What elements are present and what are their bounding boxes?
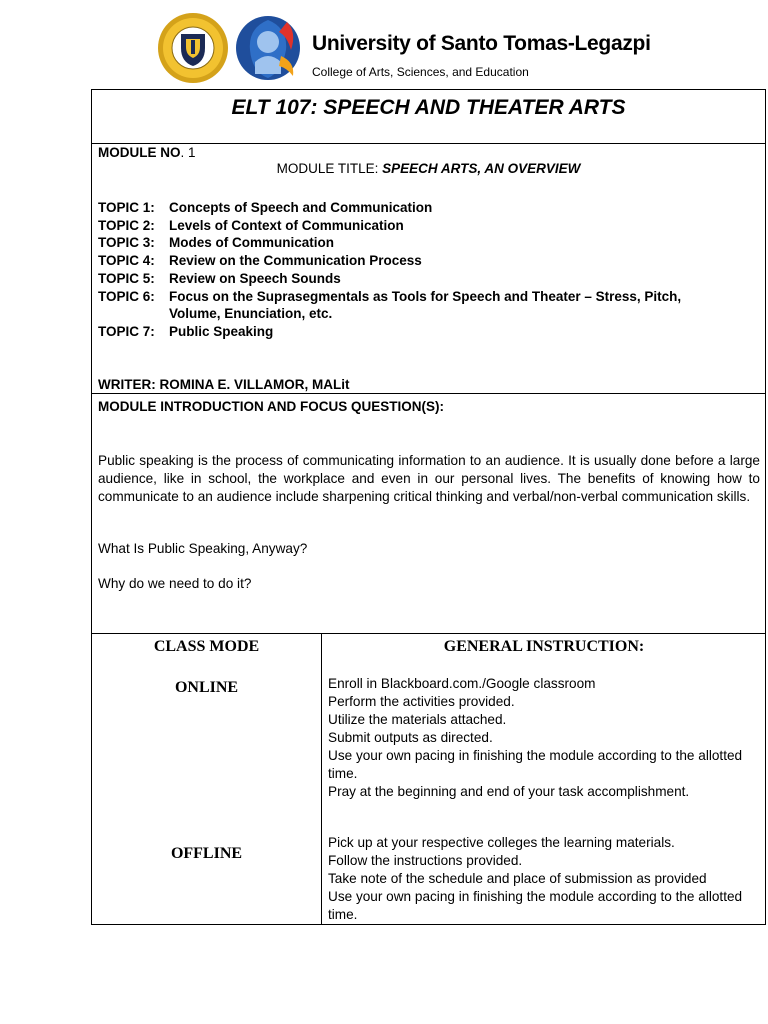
general-instruction-header: GENERAL INSTRUCTION:	[443, 638, 645, 655]
instruction-table	[91, 633, 766, 925]
instruction-line: Use your own pacing in finishing the module according to the allotted time.	[328, 889, 743, 922]
module-number: MODULE NO. 1	[98, 145, 196, 160]
instruction-line: Use your own pacing in finishing the module according to the allotted time.	[328, 748, 743, 781]
instruction-line: Take note of the schedule and place of submission as provided	[328, 871, 707, 886]
module-introduction-box	[91, 393, 766, 634]
instruction-line: Pray at the beginning and end of your task accomplishment.	[328, 784, 690, 799]
instruction-line: Submit outputs as directed.	[328, 730, 493, 745]
topic-item-continued: Volume, Enunciation, etc.	[169, 306, 333, 321]
university-name: University of Santo Tomas-Legazpi	[312, 32, 651, 55]
column-divider	[321, 634, 322, 924]
module-info-box	[91, 143, 766, 394]
instruction-line: Follow the instructions provided.	[328, 853, 523, 868]
online-instructions	[328, 675, 758, 801]
topic-item: TOPIC 7: Public Speaking	[98, 324, 274, 339]
topic-item: TOPIC 4: Review on the Communication Process	[98, 253, 422, 268]
instruction-line: Perform the activities provided.	[328, 694, 515, 709]
introduction-heading: MODULE INTRODUCTION AND FOCUS QUESTION(S):	[98, 399, 444, 414]
college-seal-logo	[235, 12, 301, 84]
module-title: MODULE TITLE: SPEECH ARTS, AN OVERVIEW	[276, 161, 581, 176]
topic-item: TOPIC 1: Concepts of Speech and Communication	[98, 200, 433, 215]
instruction-line: Pick up at your respective colleges the learning materials.	[328, 835, 675, 850]
class-mode-header: CLASS MODE	[153, 638, 260, 655]
topic-item: TOPIC 6: Focus on the Suprasegmentals as Tools for Speech and Theater – Stress, Pitch,	[98, 289, 682, 304]
offline-instructions	[328, 834, 758, 924]
course-title-box	[91, 89, 766, 144]
letterhead	[155, 12, 715, 88]
course-title: ELT 107: SPEECH AND THEATER ARTS	[231, 96, 626, 119]
module-writer: WRITER: ROMINA E. VILLAMOR, MALit	[98, 377, 350, 392]
instruction-line: Enroll in Blackboard.com./Google classroom	[328, 676, 596, 691]
college-name: College of Arts, Sciences, and Education	[312, 65, 529, 79]
mode-online: ONLINE	[174, 679, 239, 696]
ust-seal-logo	[157, 12, 229, 84]
mode-offline: OFFLINE	[170, 845, 243, 862]
topic-item: TOPIC 3: Modes of Communication	[98, 235, 334, 250]
introduction-paragraph: Public speaking is the process of communicating information to an audience. It is usually done before a large audience, like in school, the workplace and even in our personal lives. The benefits of knowing how to communicate to an audience include sharpening critical thinking and verbal/non-verbal communication skills.	[98, 453, 760, 504]
focus-question-2: Why do we need to do it?	[98, 576, 252, 591]
focus-question-1: What Is Public Speaking, Anyway?	[98, 541, 308, 556]
instruction-line: Utilize the materials attached.	[328, 712, 507, 727]
topic-item: TOPIC 2: Levels of Context of Communication	[98, 218, 404, 233]
topic-item: TOPIC 5: Review on Speech Sounds	[98, 271, 341, 286]
